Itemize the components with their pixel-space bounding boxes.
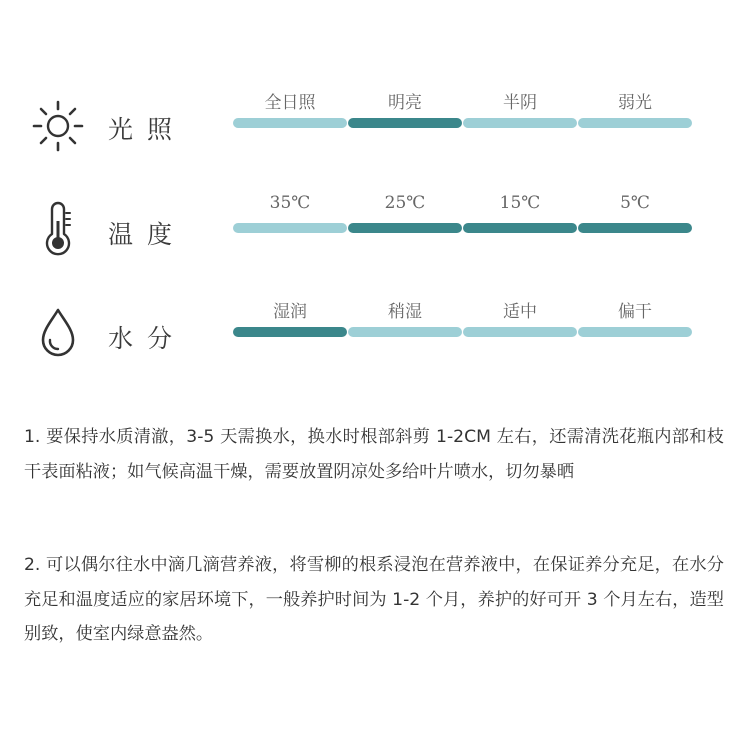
sun-icon [30, 98, 86, 154]
level-label: 35℃ [269, 193, 311, 213]
thermometer-icon [30, 201, 86, 257]
level-label: 弱光 [618, 93, 652, 113]
level-label: 15℃ [499, 193, 541, 213]
level-label: 稍湿 [388, 302, 422, 322]
level-bar [348, 327, 462, 337]
temperature-label: 温度 [108, 220, 187, 249]
water-level-slightly-moist [348, 297, 462, 357]
care-note-1: 1. 要保持水质清澈，3-5 天需换水，换水时根部斜剪 1-2CM 左右，还需清洗花瓶内部和枝干表面粘液；如气候高温干燥，需要放置阴凉处多给叶片喷水，切勿暴晒 [24, 427, 724, 482]
water-level-moderate [463, 297, 577, 357]
water-level-dry [578, 297, 692, 357]
light-label: 光照 [108, 115, 187, 144]
water-drop-icon [30, 305, 86, 361]
light-level-partial-shade [463, 88, 577, 148]
level-bar [578, 223, 692, 233]
temperature-level-25 [348, 193, 462, 253]
light-level-low-light [578, 88, 692, 148]
level-bar [578, 327, 692, 337]
level-label: 偏干 [618, 302, 652, 322]
level-label: 全日照 [264, 93, 316, 113]
level-bar [578, 118, 692, 128]
level-bar [348, 223, 462, 233]
care-row-light [0, 88, 750, 168]
level-bar [233, 118, 347, 128]
light-level-bright [348, 88, 462, 148]
care-note-2: 2. 可以偶尔往水中滴几滴营养液，将雪柳的根系浸泡在营养液中，在保证养分充足，在水分充足和温度适应的家居环境下，一般养护时间为 1-2 个月，养护的好可开 3 个月左右，造型别致，使室内绿意盎然。 [24, 555, 724, 644]
level-label: 适中 [503, 302, 537, 322]
level-bar [463, 118, 577, 128]
level-label: 湿润 [273, 302, 307, 322]
level-label: 明亮 [388, 93, 422, 113]
water-label: 水分 [108, 324, 187, 353]
level-label: 25℃ [384, 193, 426, 213]
temperature-level-35 [233, 193, 347, 253]
temperature-level-5 [578, 193, 692, 253]
level-bar [463, 223, 577, 233]
level-bar [233, 327, 347, 337]
care-row-water [0, 297, 750, 377]
level-label: 半阴 [503, 93, 537, 113]
level-label: 5℃ [620, 193, 650, 213]
care-row-temperature [0, 193, 750, 273]
level-bar [233, 223, 347, 233]
light-level-full-sun [233, 88, 347, 148]
level-bar [463, 327, 577, 337]
temperature-level-15 [463, 193, 577, 253]
water-level-moist [233, 297, 347, 357]
level-bar [348, 118, 462, 128]
